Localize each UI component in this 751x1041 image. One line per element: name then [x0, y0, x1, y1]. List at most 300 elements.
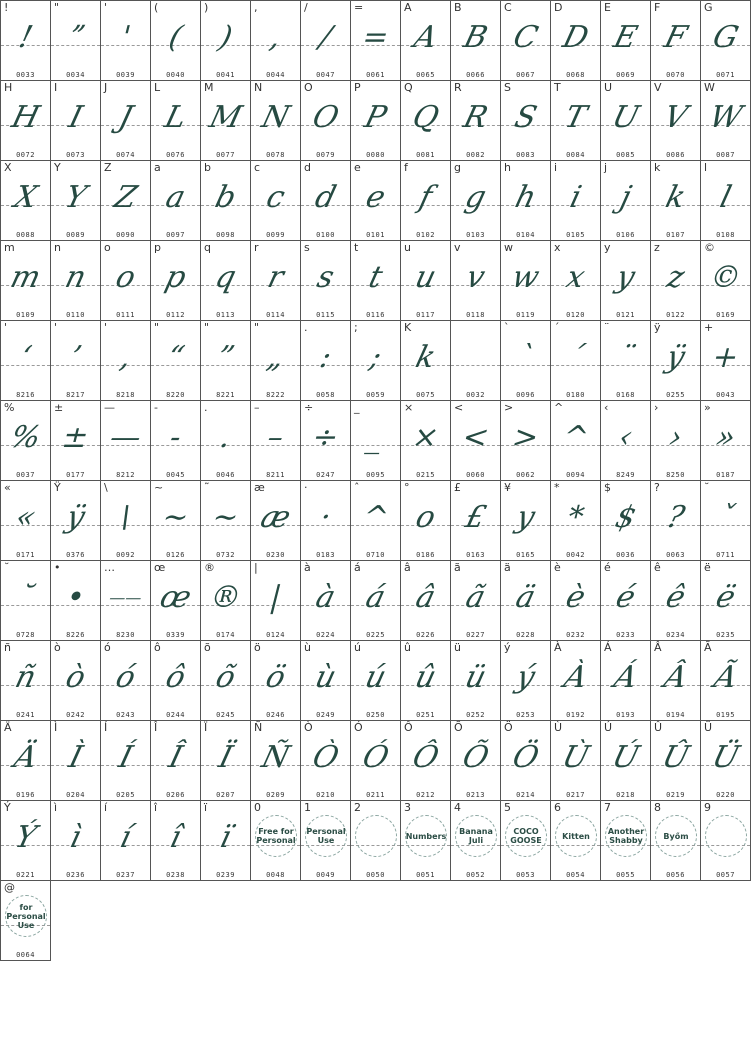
glyph-cell-code: 0052 [466, 871, 485, 879]
glyph-cell-label: * [554, 481, 560, 494]
glyph-cell-0168 [600, 320, 651, 401]
glyph-cell-code: 0113 [216, 311, 235, 319]
glyph-cell-code: 0103 [466, 231, 485, 239]
glyph-cell-label: y [604, 241, 611, 254]
glyph-cell-0037 [0, 400, 51, 481]
glyph-sample: â [412, 580, 439, 615]
glyph-sample: X [10, 180, 41, 215]
glyph-sample: æ [257, 500, 295, 535]
glyph-sample: E [610, 20, 641, 55]
glyph-cell-0052 [450, 800, 501, 881]
glyph-cell-label: ï [204, 801, 208, 814]
glyph-cell-code: 0041 [216, 71, 235, 79]
glyph-cell-0051 [400, 800, 451, 881]
glyph-cell-code: 0079 [316, 151, 335, 159]
glyph-cell-0165 [500, 480, 551, 561]
glyph-cell-label: Ù [554, 721, 563, 734]
glyph-cell-label: ê [654, 561, 661, 574]
glyph-cell-code: 0040 [166, 71, 185, 79]
glyph-cell-code: 0243 [116, 711, 135, 719]
glyph-sample: l [716, 180, 735, 215]
glyph-cell-code: 0076 [166, 151, 185, 159]
glyph-cell-0243 [100, 640, 151, 721]
glyph-cell-0042 [550, 480, 601, 561]
glyph-sample: À [560, 660, 591, 695]
glyph-cell-label: ' [104, 1, 108, 14]
glyph-cell-0055 [600, 800, 651, 881]
glyph-cell-label: v [454, 241, 461, 254]
glyph-cell-label: R [454, 81, 462, 94]
glyph-cell-label: Í [104, 721, 108, 734]
glyph-sample: n [61, 260, 90, 295]
glyph-sample: Ï [215, 740, 236, 775]
glyph-cell-label: 9 [704, 801, 711, 814]
glyph-sample: j [616, 180, 635, 215]
glyph-cell-label: < [454, 401, 464, 414]
glyph-cell-0710 [350, 480, 401, 561]
glyph-sample: Ä [10, 740, 41, 775]
glyph-cell-code: 0250 [366, 711, 385, 719]
glyph-cell-code: 0048 [266, 871, 285, 879]
glyph-cell-label: û [404, 641, 411, 654]
license-badge-text: COCO GOOSE [510, 827, 542, 845]
glyph-cell-0205 [100, 720, 151, 801]
glyph-cell-code: 0086 [666, 151, 685, 159]
glyph-cell-0078 [250, 80, 301, 161]
glyph-cell-code: 0169 [716, 311, 735, 319]
glyph-cell-code: 0339 [166, 631, 185, 639]
glyph-sample: ì [66, 820, 85, 855]
glyph-sample: Ã [710, 660, 741, 695]
glyph-sample: Ú [608, 740, 643, 775]
glyph-cell-0049 [300, 800, 351, 881]
glyph-cell-label: À [554, 641, 562, 654]
glyph-cell-0040 [150, 0, 201, 81]
glyph-cell-label: ö [254, 641, 261, 654]
glyph-cell-0070 [650, 0, 701, 81]
glyph-cell-label: á [354, 561, 361, 574]
glyph-cell-label: k [654, 161, 661, 174]
glyph-cell-code: 0074 [116, 151, 135, 159]
glyph-cell-0213 [450, 720, 501, 801]
glyph-cell-0084 [550, 80, 601, 161]
glyph-cell-0088 [0, 160, 51, 241]
glyph-sample: m [7, 260, 45, 295]
glyph-sample: $ [611, 500, 640, 535]
glyph-cell-code: 0126 [166, 551, 185, 559]
glyph-sample: Û [658, 740, 693, 775]
license-badge-text: Another Shabby [607, 827, 645, 845]
license-badge-text: Banana Juli [459, 827, 493, 845]
glyph-cell-0110 [50, 240, 101, 321]
glyph-cell-label: ä [504, 561, 511, 574]
glyph-cell-0186 [400, 480, 451, 561]
glyph-cell-code: 0168 [616, 391, 635, 399]
glyph-cell-0210 [300, 720, 351, 801]
glyph-cell-label: ò [54, 641, 61, 654]
glyph-cell-0087 [700, 80, 751, 161]
glyph-cell-label: + [704, 321, 714, 334]
glyph-cell-code: 0056 [666, 871, 685, 879]
glyph-cell-code: 0061 [366, 71, 385, 79]
glyph-cell-label: ? [654, 481, 660, 494]
glyph-cell-label: 6 [554, 801, 561, 814]
glyph-cell-0218 [600, 720, 651, 801]
glyph-cell-code: 0102 [416, 231, 435, 239]
glyph-sample: h [511, 180, 540, 215]
glyph-cell-0073 [50, 80, 101, 161]
glyph-cell-code: 0253 [516, 711, 535, 719]
glyph-cell-label: ¨ [604, 321, 610, 334]
glyph-cell-label: 7 [604, 801, 611, 814]
glyph-cell-0113 [200, 240, 251, 321]
glyph-cell-label: Z [104, 161, 112, 174]
glyph-cell-code: 0111 [116, 311, 135, 319]
glyph-sample: Â [660, 660, 691, 695]
glyph-cell-label: Ó [354, 721, 363, 734]
glyph-cell-code: 0110 [66, 311, 85, 319]
glyph-cell-0041 [200, 0, 251, 81]
glyph-cell-code: 0057 [716, 871, 735, 879]
glyph-cell-code: 0069 [616, 71, 635, 79]
glyph-cell-0227 [450, 560, 501, 641]
glyph-cell-code: 0255 [666, 391, 685, 399]
glyph-cell-code: 0080 [366, 151, 385, 159]
glyph-cell-0180 [550, 320, 601, 401]
glyph-cell-label: L [154, 81, 161, 94]
glyph-cell-label: ÿ [654, 321, 661, 334]
glyph-cell-0249 [300, 640, 351, 721]
glyph-cell-label: ) [204, 1, 209, 14]
glyph-sample: î [166, 820, 185, 855]
glyph-cell-code: 0120 [566, 311, 585, 319]
glyph-cell-0104 [500, 160, 551, 241]
glyph-cell-label: - [154, 401, 158, 414]
glyph-cell-code: 0212 [416, 791, 435, 799]
glyph-cell-code: 0118 [466, 311, 485, 319]
glyph-sample: • [62, 580, 89, 615]
glyph-cell-code: 0055 [616, 871, 635, 879]
glyph-cell-label: / [304, 1, 308, 14]
glyph-sample: ö [262, 660, 290, 695]
glyph-sample: = [358, 20, 393, 55]
glyph-cell-label: ; [354, 321, 358, 334]
glyph-sample: c [262, 180, 289, 215]
glyph-cell-code: 0242 [66, 711, 85, 719]
glyph-sample: Q [408, 100, 443, 135]
glyph-cell-0224 [300, 560, 351, 641]
glyph-sample: Ö [508, 740, 543, 775]
license-badge-text: Byőm [663, 831, 689, 841]
glyph-cell-0067 [500, 0, 551, 81]
glyph-cell-code: 0224 [316, 631, 335, 639]
glyph-cell-label: $ [604, 481, 611, 494]
glyph-cell-code: 0098 [216, 231, 235, 239]
glyph-cell-code: 0180 [566, 391, 585, 399]
glyph-sample: ü [461, 660, 490, 695]
glyph-cell-0074 [100, 80, 151, 161]
glyph-cell-code: 0246 [266, 711, 285, 719]
glyph-cell-code: 0183 [316, 551, 335, 559]
glyph-cell-0083 [500, 80, 551, 161]
glyph-cell-0097 [150, 160, 201, 241]
glyph-cell-code: 0032 [466, 391, 485, 399]
glyph-cell-0044 [250, 0, 301, 81]
glyph-sample: M [205, 100, 246, 135]
glyph-cell-code: 0204 [66, 791, 85, 799]
glyph-cell-code: 0114 [266, 311, 285, 319]
glyph-cell-8220 [150, 320, 201, 401]
glyph-cell-0232 [550, 560, 601, 641]
glyph-sample: ÿ [62, 500, 89, 535]
glyph-sample: Ù [558, 740, 593, 775]
glyph-cell-code: 0062 [516, 471, 535, 479]
glyph-sample: A [410, 20, 441, 55]
glyph-cell-0112 [150, 240, 201, 321]
glyph-sample: ÷ [308, 420, 343, 455]
glyph-cell-0194 [650, 640, 701, 721]
glyph-cell-label: " [204, 321, 210, 334]
glyph-cell-label: s [304, 241, 310, 254]
glyph-cell-0072 [0, 80, 51, 161]
glyph-sample: —— [107, 588, 144, 607]
glyph-sample: à [312, 580, 339, 615]
glyph-sample: › [665, 420, 686, 455]
glyph-sample: Ô [408, 740, 443, 775]
glyph-sample: k [662, 180, 690, 215]
glyph-sample: p [161, 260, 190, 295]
glyph-sample: ` [513, 340, 538, 375]
glyph-cell-code: 0252 [466, 711, 485, 719]
glyph-cell-code: 0119 [516, 311, 535, 319]
glyph-cell-code: 8217 [66, 391, 85, 399]
glyph-cell-code: 0085 [616, 151, 635, 159]
glyph-sample: J [115, 100, 137, 135]
glyph-cell-label: ` [504, 321, 510, 334]
glyph-sample: _ [363, 420, 388, 455]
license-badge [405, 815, 447, 857]
glyph-cell-0187 [700, 400, 751, 481]
glyph-sample: P [361, 100, 391, 135]
glyph-sample: S [510, 100, 541, 135]
glyph-cell-label: › [654, 401, 659, 414]
glyph-cell-label: … [104, 561, 115, 574]
glyph-cell-code: 0209 [266, 791, 285, 799]
glyph-cell-label: n [54, 241, 61, 254]
glyph-cell-label: E [604, 1, 611, 14]
glyph-cell-code: 0073 [66, 151, 85, 159]
glyph-sample: ^ [358, 500, 393, 535]
glyph-cell-code: 0059 [366, 391, 385, 399]
glyph-cell-label: î [154, 801, 158, 814]
glyph-cell-code: 0171 [16, 551, 35, 559]
glyph-sample: Ý [11, 820, 40, 855]
glyph-sample: B [460, 20, 492, 55]
glyph-sample: r [264, 260, 288, 295]
glyph-cell-label: " [154, 321, 160, 334]
glyph-cell-label: G [704, 1, 713, 14]
glyph-cell-0033 [0, 0, 51, 81]
glyph-cell-label: Ò [304, 721, 313, 734]
glyph-cell-8216 [0, 320, 51, 401]
glyph-cell-code: 0116 [366, 311, 385, 319]
glyph-cell-code: 0186 [416, 551, 435, 559]
glyph-cell-code: 0244 [166, 711, 185, 719]
glyph-cell-0090 [100, 160, 151, 241]
glyph-sample: Á [610, 660, 641, 695]
glyph-cell-0105 [550, 160, 601, 241]
glyph-sample: V [660, 100, 691, 135]
glyph-cell-code: 0227 [466, 631, 485, 639]
glyph-cell-code: 0068 [566, 71, 585, 79]
glyph-sample: k [412, 340, 440, 375]
glyph-sample: ó [112, 660, 140, 695]
license-badge [705, 815, 747, 857]
glyph-sample: — [106, 420, 145, 455]
glyph-sample: v [462, 260, 489, 295]
glyph-sample [450, 327, 501, 389]
glyph-cell-0056 [650, 800, 701, 881]
glyph-cell-code: 0072 [16, 151, 35, 159]
glyph-cell-0053 [500, 800, 551, 881]
glyph-sample: % [6, 420, 45, 455]
glyph-sample: « [12, 500, 40, 535]
glyph-cell-code: 0043 [716, 391, 735, 399]
license-badge [305, 815, 347, 857]
glyph-cell-0339 [150, 560, 201, 641]
license-badge-text: Numbers [405, 831, 447, 841]
glyph-cell-label: Ì [54, 721, 58, 734]
glyph-cell-0253 [500, 640, 551, 721]
glyph-sample: x [562, 260, 589, 295]
glyph-cell-label: æ [254, 481, 265, 494]
glyph-cell-code: 0083 [516, 151, 535, 159]
glyph-sample: ý [512, 660, 539, 695]
glyph-cell-code: 0105 [566, 231, 585, 239]
glyph-cell-label: Y [54, 161, 61, 174]
glyph-cell-code: 0732 [216, 551, 235, 559]
glyph-sample: z [663, 260, 688, 295]
glyph-cell-code: 0249 [316, 711, 335, 719]
glyph-cell-label: % [4, 401, 15, 414]
glyph-cell-0089 [50, 160, 101, 241]
glyph-cell-0066 [450, 0, 501, 81]
glyph-cell-code: 0710 [366, 551, 385, 559]
glyph-sample: a [162, 180, 189, 215]
glyph-cell-label: Õ [454, 721, 463, 734]
glyph-cell-0237 [100, 800, 151, 881]
glyph-cell-label: o [104, 241, 111, 254]
glyph-cell-label: = [354, 1, 364, 14]
glyph-cell-0046 [200, 400, 251, 481]
glyph-sample: N [258, 100, 294, 135]
glyph-cell-8212 [100, 400, 151, 481]
glyph-cell-0192 [550, 640, 601, 721]
license-badge [505, 815, 547, 857]
glyph-sample: × [408, 420, 443, 455]
glyph-cell-0242 [50, 640, 101, 721]
glyph-cell-code: 0050 [366, 871, 385, 879]
glyph-sample: £ [461, 500, 490, 535]
glyph-cell-label: · [304, 481, 308, 494]
glyph-sample: F [660, 20, 691, 55]
glyph-cell-0126 [150, 480, 201, 561]
glyph-cell-0047 [300, 0, 351, 81]
glyph-cell-code: 0225 [366, 631, 385, 639]
glyph-cell-0195 [700, 640, 751, 721]
glyph-cell-code: 0054 [566, 871, 585, 879]
glyph-cell-label: Ô [404, 721, 413, 734]
glyph-sample: y [512, 500, 539, 535]
glyph-cell-code: 0177 [66, 471, 85, 479]
license-badge [555, 815, 597, 857]
glyph-cell-code: 0711 [716, 551, 735, 559]
glyph-cell-0193 [600, 640, 651, 721]
glyph-cell-label: ˘ [4, 561, 10, 574]
glyph-cell-code: 0064 [16, 951, 35, 959]
glyph-cell-label: \ [104, 481, 108, 494]
glyph-cell-label: | [254, 561, 258, 574]
glyph-cell-0241 [0, 640, 51, 721]
glyph-cell-label: q [204, 241, 211, 254]
license-badge [655, 815, 697, 857]
glyph-sample: ~ [208, 500, 243, 535]
glyph-sample: ® [206, 580, 245, 615]
glyph-cell-0177 [50, 400, 101, 481]
glyph-cell-label: ° [404, 481, 410, 494]
glyph-cell-0098 [200, 160, 251, 241]
glyph-cell-code: 0071 [716, 71, 735, 79]
license-badge [605, 815, 647, 857]
glyph-sample: o [112, 260, 140, 295]
glyph-cell-code: 0115 [316, 311, 335, 319]
glyph-cell-label: f [404, 161, 408, 174]
glyph-cell-label: ± [54, 401, 64, 414]
glyph-cell-0230 [250, 480, 301, 561]
glyph-cell-label: Â [654, 641, 662, 654]
glyph-sample: ã [462, 580, 489, 615]
glyph-cell-label: Á [604, 641, 612, 654]
glyph-cell-label: í [104, 801, 108, 814]
glyph-sample: Z [110, 180, 141, 215]
glyph-cell-0217 [550, 720, 601, 801]
glyph-cell-label: A [404, 1, 412, 14]
glyph-cell-0065 [400, 0, 451, 81]
glyph-cell-0171 [0, 480, 51, 561]
glyph-cell-code: 8218 [116, 391, 135, 399]
glyph-sample: ± [58, 420, 93, 455]
glyph-cell-8222 [250, 320, 301, 401]
glyph-sample: ÿ [662, 340, 689, 375]
glyph-cell-0732 [200, 480, 251, 561]
glyph-cell-label: z [654, 241, 660, 254]
glyph-cell-code: 0047 [316, 71, 335, 79]
glyph-cell-0069 [600, 0, 651, 81]
glyph-sample: ï [216, 820, 235, 855]
glyph-cell-code: 0104 [516, 231, 535, 239]
glyph-cell-code: 0247 [316, 471, 335, 479]
license-badge [455, 815, 497, 857]
glyph-cell-0119 [500, 240, 551, 321]
glyph-cell-code: 0233 [616, 631, 635, 639]
glyph-cell-0221 [0, 800, 51, 881]
glyph-cell-label: i [554, 161, 558, 174]
glyph-cell-label: . [304, 321, 308, 334]
glyph-cell-label: w [504, 241, 513, 254]
glyph-cell-code: 0213 [466, 791, 485, 799]
glyph-cell-0079 [300, 80, 351, 161]
glyph-sample: I [65, 100, 86, 135]
